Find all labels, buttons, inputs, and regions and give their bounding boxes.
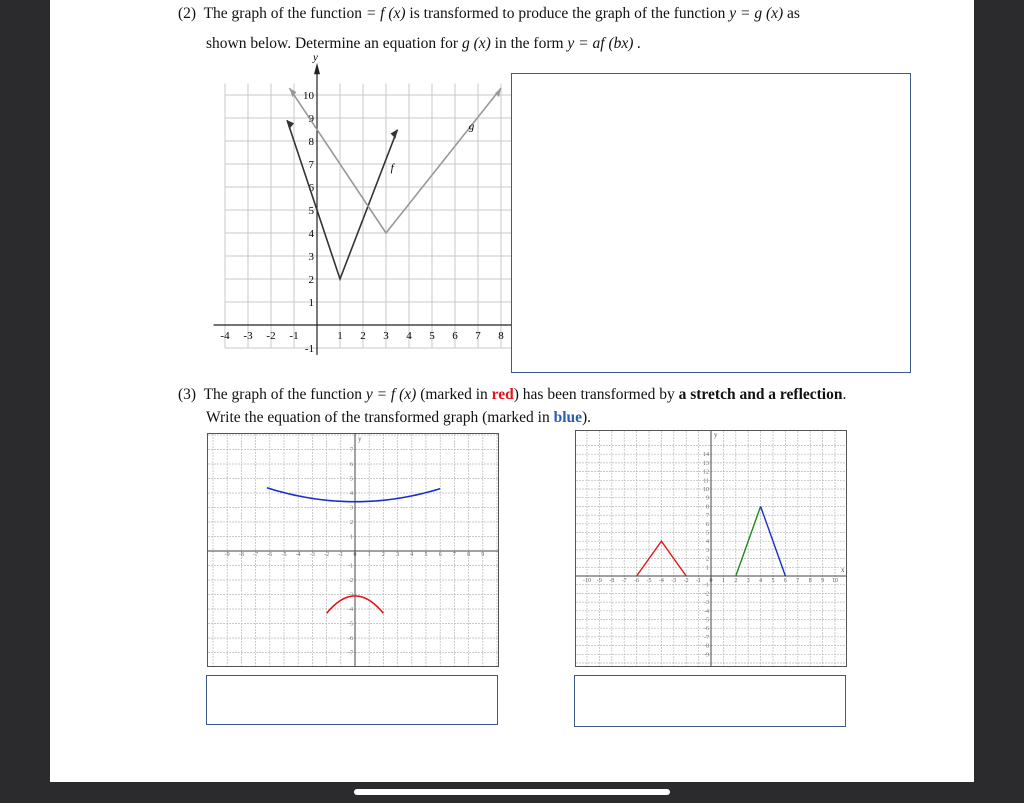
y-tick-label: 4	[706, 539, 709, 546]
x-tick-label: 3	[396, 552, 400, 558]
x-tick-label: 6	[783, 578, 787, 584]
q3-line2: Write the equation of the transformed graph (marked in blue).	[206, 409, 592, 426]
y-tick-label: 1	[308, 297, 314, 309]
x-tick-label: -2	[683, 578, 689, 584]
y-tick-label: -8	[704, 643, 709, 650]
y-tick-label: -6	[704, 626, 709, 633]
y-tick-label: -4	[348, 607, 353, 613]
graph-triangles	[575, 430, 847, 667]
x-tick-label: -1	[696, 578, 702, 584]
y-tick-label: 8	[308, 136, 314, 148]
graph-parabolas	[207, 433, 499, 667]
x-tick-label: 6	[438, 552, 442, 558]
y-tick-label: -9	[704, 652, 709, 659]
x-tick-label: 9	[821, 578, 825, 584]
y-tick-label: 2	[308, 274, 314, 286]
x-tick-label: 7	[475, 330, 481, 342]
x-tick-label: -8	[238, 552, 244, 558]
y-tick-label: 8	[706, 504, 709, 511]
y-tick-label: 7	[308, 159, 314, 171]
home-indicator[interactable]	[354, 789, 670, 795]
y-tick-label: 14	[703, 452, 709, 459]
y-tick-label: 2	[706, 556, 709, 563]
y-tick-label: 12	[703, 469, 709, 476]
graph2-frame	[208, 434, 499, 667]
x-tick-label: -2	[324, 552, 330, 558]
y-tick-label: 11	[703, 478, 709, 485]
y-tick-label: -7	[348, 650, 353, 657]
x-tick-label: 1	[367, 552, 371, 558]
x-tick-label: -4	[295, 552, 301, 558]
x-tick-label: -5	[281, 552, 287, 558]
y-tick-label: 3	[350, 505, 353, 512]
y-tick-label: -1	[704, 582, 709, 589]
y-tick-label: 10	[303, 90, 314, 102]
x-tick-label: 8	[808, 578, 812, 584]
y-tick-label: 5	[350, 476, 353, 483]
x-tick-label: 7	[452, 552, 456, 558]
x-axis-label: x	[841, 566, 845, 574]
y-axis-label: y	[313, 51, 318, 64]
x-tick-label: 4	[406, 330, 412, 342]
x-tick-label: 4	[410, 552, 414, 558]
y-tick-label: 5	[308, 205, 314, 217]
graph-g-line	[289, 88, 501, 233]
y-tick-label: 10	[703, 487, 709, 493]
y-axis-label: y	[358, 435, 362, 443]
y-tick-label: 6	[350, 462, 353, 468]
x-tick-label: -4	[658, 578, 664, 584]
y-tick-label: 7	[350, 447, 353, 454]
y-tick-label: 6	[706, 521, 709, 528]
x-tick-label: 0	[353, 552, 357, 558]
x-tick-label: -2	[266, 330, 276, 342]
x-tick-label: 8	[467, 552, 471, 558]
y-tick-label: -1	[304, 343, 314, 355]
graph-g-label: g	[468, 120, 475, 133]
graph-f-label: f	[390, 161, 394, 174]
y-tick-label: -7	[704, 634, 709, 641]
y-tick-label: 7	[706, 513, 709, 520]
x-tick-label: -10	[583, 578, 591, 584]
x-tick-label: 2	[381, 552, 385, 558]
x-tick-label: 6	[452, 330, 458, 342]
x-tick-label: 2	[734, 578, 738, 584]
x-tick-label: -6	[267, 552, 273, 558]
x-tick-label: -3	[243, 330, 253, 342]
x-tick-label: -3	[309, 552, 315, 558]
x-tick-label: 3	[383, 330, 389, 342]
q3-line1: (3) The graph of the function y = f (x) (marked in red) has been transformed by a stretch and a reflection.	[178, 386, 847, 403]
x-tick-label: 7	[796, 578, 800, 584]
y-tick-label: -3	[348, 592, 353, 599]
y-tick-label: 4	[308, 228, 314, 240]
q2-line2: shown below. Determine an equation for g (x) in the form y = af (bx) .	[206, 35, 642, 52]
x-tick-label: -1	[289, 330, 299, 342]
x-tick-label: -8	[609, 578, 615, 584]
y-tick-label: 1	[350, 534, 353, 541]
x-tick-label: -7	[621, 578, 627, 584]
q2-line1: (2) The graph of the function = f (x) is transformed to produce the graph of the function y = g (x) as	[178, 5, 800, 22]
x-tick-label: 4	[759, 578, 763, 584]
y-tick-label: -5	[704, 617, 709, 624]
y-tick-label: -2	[348, 578, 353, 584]
y-tick-label: 5	[706, 530, 709, 537]
x-tick-label: -4	[220, 330, 230, 342]
y-tick-label: 13	[703, 460, 709, 467]
x-tick-label: 10	[832, 578, 838, 584]
q2-answer-box[interactable]	[511, 73, 911, 373]
x-tick-label: 5	[429, 330, 435, 342]
q3-answer-box-left[interactable]	[206, 675, 498, 725]
x-tick-label: -1	[338, 552, 344, 558]
y-tick-label: 9	[706, 495, 709, 502]
x-tick-label: 3	[746, 578, 750, 584]
y-axis-arrow	[314, 63, 320, 75]
worksheet-page	[50, 0, 974, 782]
y-tick-label: -2	[704, 591, 709, 598]
y-tick-label: 9	[308, 113, 314, 125]
x-tick-label: -9	[224, 552, 230, 558]
q3-answer-box-right[interactable]	[574, 675, 846, 727]
y-axis-label: y	[714, 431, 718, 439]
y-tick-label: -6	[348, 636, 353, 642]
x-tick-label: 5	[424, 552, 428, 558]
y-tick-label: 2	[350, 520, 353, 526]
x-tick-label: 5	[771, 578, 775, 584]
x-tick-label: 9	[481, 552, 485, 558]
x-tick-label: -7	[253, 552, 259, 558]
x-tick-label: -5	[646, 578, 652, 584]
x-tick-label: 1	[721, 578, 725, 584]
y-tick-label: 3	[308, 251, 314, 263]
y-tick-label: -4	[704, 608, 709, 615]
y-tick-label: 3	[706, 547, 709, 554]
y-tick-label: 1	[706, 565, 709, 572]
x-tick-label: 8	[498, 330, 504, 342]
x-tick-label: -9	[596, 578, 602, 584]
x-tick-label: 2	[360, 330, 366, 342]
x-tick-label: -6	[634, 578, 640, 584]
graph-f-line	[287, 120, 397, 279]
y-tick-label: 4	[350, 491, 353, 497]
x-tick-label: 0	[709, 578, 713, 584]
y-tick-label: -5	[348, 621, 353, 628]
f-arrow-left	[287, 120, 294, 129]
y-tick-label: -1	[348, 563, 353, 570]
graph-f-and-g	[200, 51, 504, 355]
x-tick-label: 1	[337, 330, 343, 342]
y-tick-label: 6	[308, 182, 314, 194]
y-tick-label: -3	[704, 600, 709, 607]
x-tick-label: -3	[671, 578, 677, 584]
